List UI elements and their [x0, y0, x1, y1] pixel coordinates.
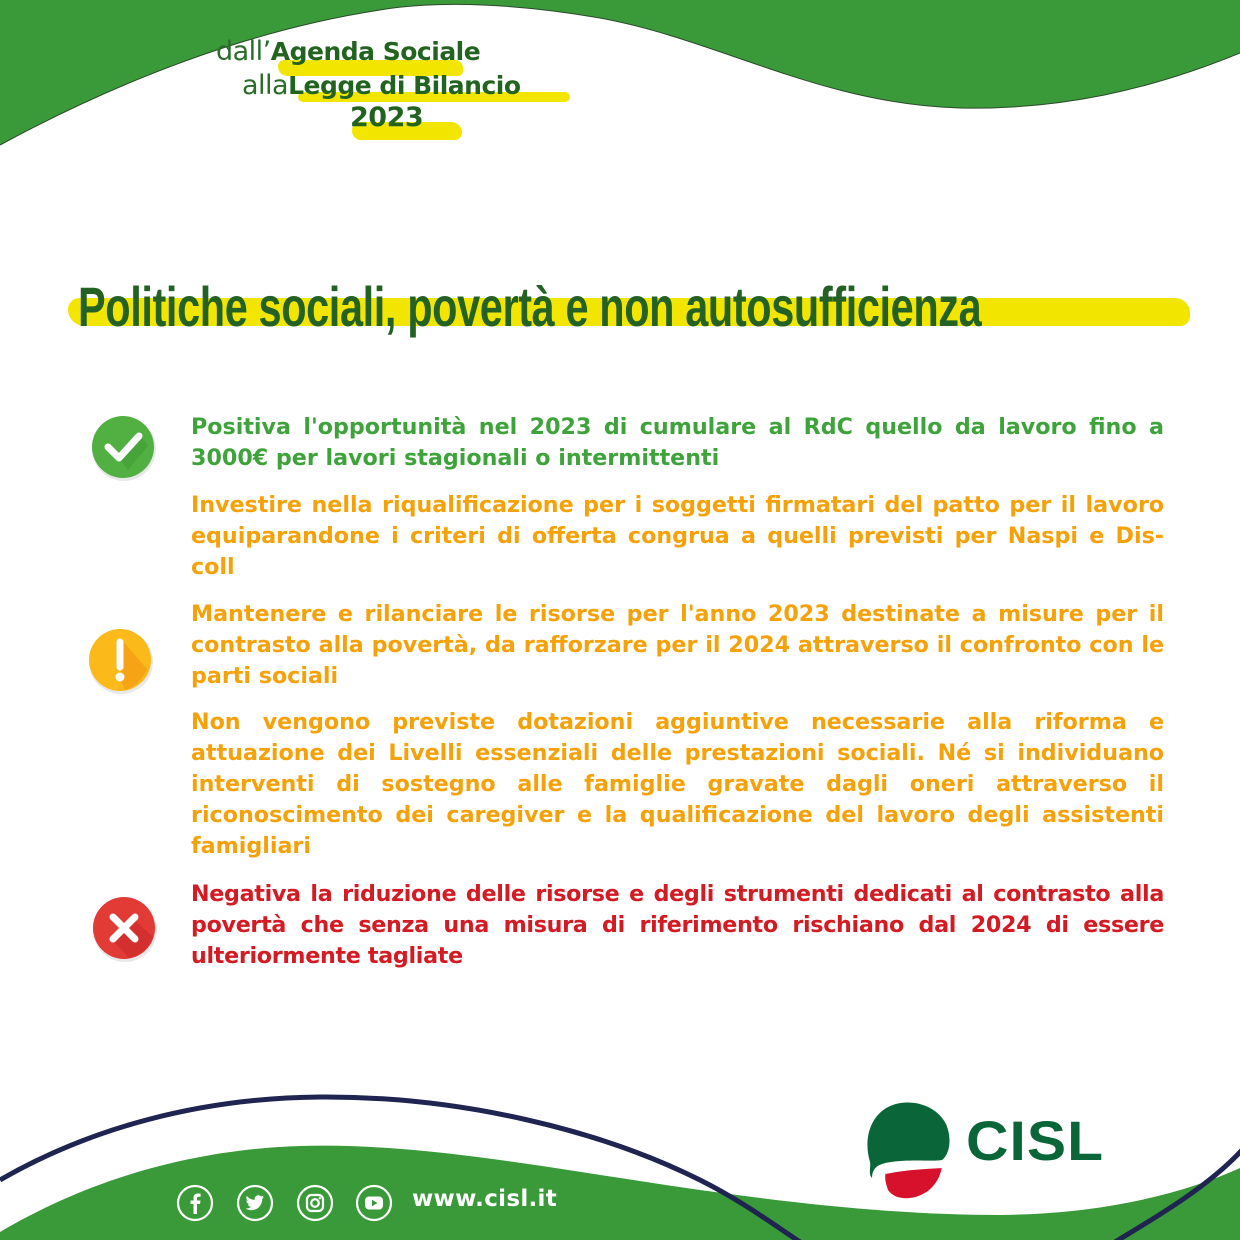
- header-prefix: alla: [242, 70, 289, 101]
- cross-icon: [89, 893, 159, 963]
- list-item-warning: Investire nella riqualificazione per i soggetti firmatari del patto per il lavoro equiparandone i criteri di offerta congrua a quelli previsti per Naspi e Dis-coll: [191, 492, 1164, 580]
- title-block: [68, 268, 1198, 348]
- header-bold: Legge di Bilancio: [288, 71, 521, 100]
- cisl-logo-text: CISL: [966, 1109, 1105, 1172]
- list-item-positive: Positiva l'opportunità nel 2023 di cumulare al RdC quello da lavoro fino a 3000€ per lavori stagionali o intermittenti: [191, 414, 1164, 471]
- header-line-2: [242, 70, 521, 101]
- check-icon: [88, 412, 158, 482]
- instagram-icon[interactable]: [296, 1184, 334, 1222]
- header-bold: Agenda Sociale: [270, 37, 481, 66]
- header-year: 2023: [350, 102, 424, 133]
- youtube-icon[interactable]: [355, 1184, 393, 1222]
- facebook-icon[interactable]: [176, 1184, 214, 1222]
- header-line-3: [350, 102, 423, 133]
- exclamation-icon: [85, 625, 155, 695]
- twitter-icon[interactable]: [236, 1184, 274, 1222]
- header-prefix: dall’: [216, 36, 271, 67]
- list-item-warning: Non vengono previste dotazioni aggiuntive necessarie alla riforma e attuazione dei Livelli essenziali delle prestazioni sociali. Né si individuano interventi di sostegno alle famiglie gravate dagli oneri attraverso il riconoscimento dei caregiver e la qualificazione del lavoro degli assistenti famigliari: [191, 709, 1164, 859]
- page-title: Politiche sociali, povertà e non autosufficienza: [78, 275, 982, 338]
- cisl-logo-icon: [862, 1102, 952, 1200]
- header-line-1: [216, 36, 480, 67]
- list-item-warning: Mantenere e rilanciare le risorse per l'anno 2023 destinate a misure per il contrasto alla povertà, da rafforzare per il 2024 attraverso il confronto con le parti sociali: [191, 601, 1164, 689]
- website-link[interactable]: www.cisl.it: [412, 1186, 558, 1212]
- list-item-negative: Negativa la riduzione delle risorse e degli strumenti dedicati al contrasto alla povertà che senza una misura di riferimento rischiano dal 2024 di essere ulteriormente tagliate: [191, 881, 1164, 969]
- header-block: [200, 36, 600, 146]
